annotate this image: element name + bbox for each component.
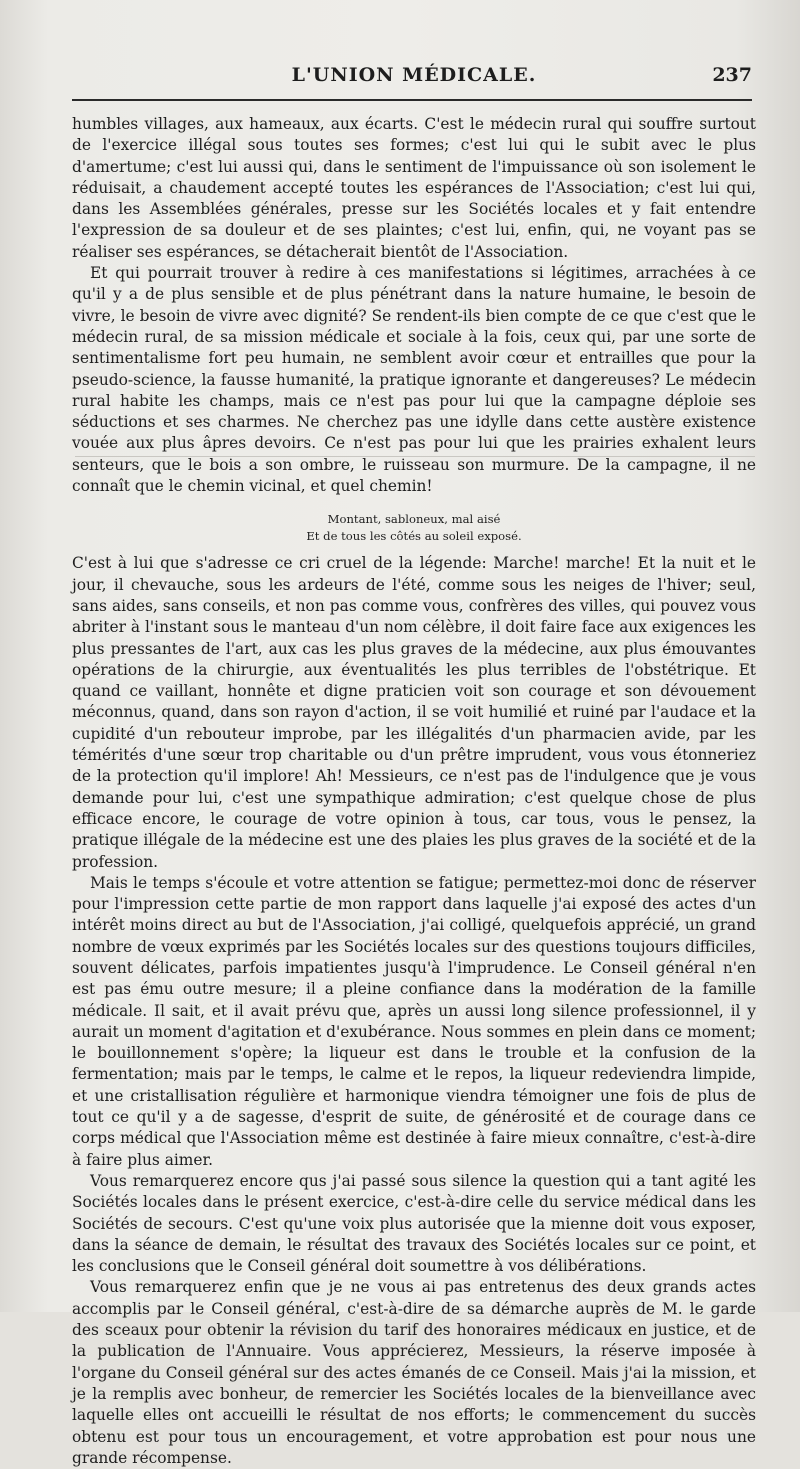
header-rule [72, 99, 752, 101]
running-header [72, 62, 756, 90]
paragraph-3: C'est à lui que s'adresse ce cri cruel de la légende: Marche! marche! Et la nuit et le jour, il chevauche, sous les ardeurs de l'été, comme sous les neiges de l'hiver; seul, sans aides, sans conseils, et non pas comme vous, confrères des villes, qui pouvez vous abriter à l'instant sous le manteau d'un nom célèbre, il doit faire face aux exigences les plus pressantes de l'art, aux cas les plus graves de la médecine, aux plus émouvantes opérations de la chirurgie, aux éventualités les plus terribles de l'obstétrique. Et quand ce vaillant, honnête et digne praticien voit son courage et son dévouement méconnus, quand, dans son rayon d'action, il se voit humilié et ruiné par l'audace et la cupidité d'un rebouteur improbe, par les illégalités d'un pharmacien avide, par les témérités d'une sœur trop charitable ou d'un prêtre imprudent, vous vous étonneriez de la protection qu'il implore! Ah! Messieurs, ce n'est pas de l'indulgence que je vous demande pour lui, c'est une sympathique admiration; c'est quelque chose de plus efficace encore, le courage de votre opinion à tous, car tous, vous le pensez, la pratique illégale de la médecine est une des plaies les plus graves de la société et de la profession. [72, 554, 756, 871]
page-number: 237 [712, 64, 752, 86]
paragraph-2: Et qui pourrait trouver à redire à ces manifestations si légitimes, arrachées à ce qu'il y a de plus sensible et de plus pénétrant dans la nature humaine, le besoin de vivre, le besoin de vivre avec dignité? Se rendent-ils bien compte de ce que c'est que le médecin rural, de sa mission médicale et sociale à la fois, ceux qui, par une sorte de sentimentalisme fort peu humain, ne semblent avoir cœur et entrailles que pour la pseudo-science, la fausse humanité, la pratique ignorante et dangereuses? Le médecin rural habite les champs, mais ce n'est pas pour lui que la campagne déploie ses séductions et ses charmes. Ne cherchez pas une idylle dans cette austère existence vouée aux plus âpres devoirs. Ce n'est pas pour lui que les prairies exhalent leurs senteurs, que le bois a son ombre, le ruisseau son murmure. De la campagne, il ne connaît que le chemin vicinal, et quel chemin! [72, 264, 756, 496]
verse-quote [72, 511, 756, 545]
paragraph-4: Mais le temps s'écoule et votre attention se fatigue; permettez-moi donc de réserver pour l'impression cette partie de mon rapport dans laquelle j'ai exposé des actes d'un intérêt moins direct au but de l'Association, j'ai colligé, quelquefois apprécié, un grand nombre de vœux exprimés par les Sociétés locales sur des questions toujours difficiles, souvent délicates, parfois impatientes jusqu'à l'imprudence. Le Conseil général n'en est pas ému outre mesure; il a pleine confiance dans la modération de la famille médicale. Il sait, et il avait prévu que, après un aussi long silence professionnel, il y aurait un moment d'agitation et d'exubérance. Nous sommes en plein dans ce moment; le bouillonnement s'opère; la liqueur est dans le trouble et la confusion de la fermentation; mais par le temps, le calme et le repos, la liqueur redeviendra limpide, et une cristallisation régulière et harmonique viendra témoigner une fois de plus de tout ce qu'il y a de sagesse, d'esprit de suite, de générosité et de courage dans ce corps médical que l'Association même est destinée à faire mieux connaître, c'est-à-dire à faire plus aimer. [72, 873, 756, 1169]
running-title: L'UNION MÉDICALE. [291, 64, 537, 86]
article-body [72, 114, 756, 1469]
verse-line-2: Et de tous les côtés au soleil exposé. [306, 529, 522, 544]
paragraph-6: Vous remarquerez enfin que je ne vous ai pas entretenus des deux grands actes accomplis par le Conseil général, c'est-à-dire de sa démarche auprès de M. le garde des sceaux pour obtenir la révision du tarif des honoraires médicaux en justice, et de la publication de l'Annuaire. Vous apprécierez, Messieurs, la réserve imposée à l'organe du Conseil général sur des actes émanés de ce Conseil. Mais j'ai la mission, et je la remplis avec bonheur, de remercier les Sociétés locales de la bienveillance avec laquelle elles ont accueilli le résultat de nos efforts; le commencement du succès obtenu est pour tous un encouragement, et votre approbation est pour nous une grande récompense. [72, 1278, 756, 1467]
verse-line-1: Montant, sabloneux, mal aisé [327, 512, 501, 527]
paragraph-1: humbles villages, aux hameaux, aux écarts. C'est le médecin rural qui souffre surtout de l'exercice illégal sous toutes ses formes; c'est lui qui le subit avec le plus d'amertume; c'est lui aussi qui, dans le sentiment de l'impuissance où son isolement le réduisait, a chaudement accepté toutes les espérances de l'Association; c'est lui qui, dans les Assemblées générales, presse sur les Sociétés locales et y fait entendre l'expression de sa douleur et de ses plaintes; c'est lui, enfin, qui, ne voyant pas se réaliser ses espérances, se détacherait bientôt de l'Association. [72, 115, 756, 261]
paragraph-5: Vous remarquerez encore qus j'ai passé sous silence la question qui a tant agité les Sociétés locales dans le présent exercice, c'est-à-dire celle du service médical dans les Sociétés de secours. C'est qu'une voix plus autorisée que la mienne doit vous exposer, dans la séance de demain, le résultat des travaux des Sociétés locales sur ce point, et les conclusions que le Conseil général doit soumettre à vos délibérations. [72, 1171, 756, 1276]
